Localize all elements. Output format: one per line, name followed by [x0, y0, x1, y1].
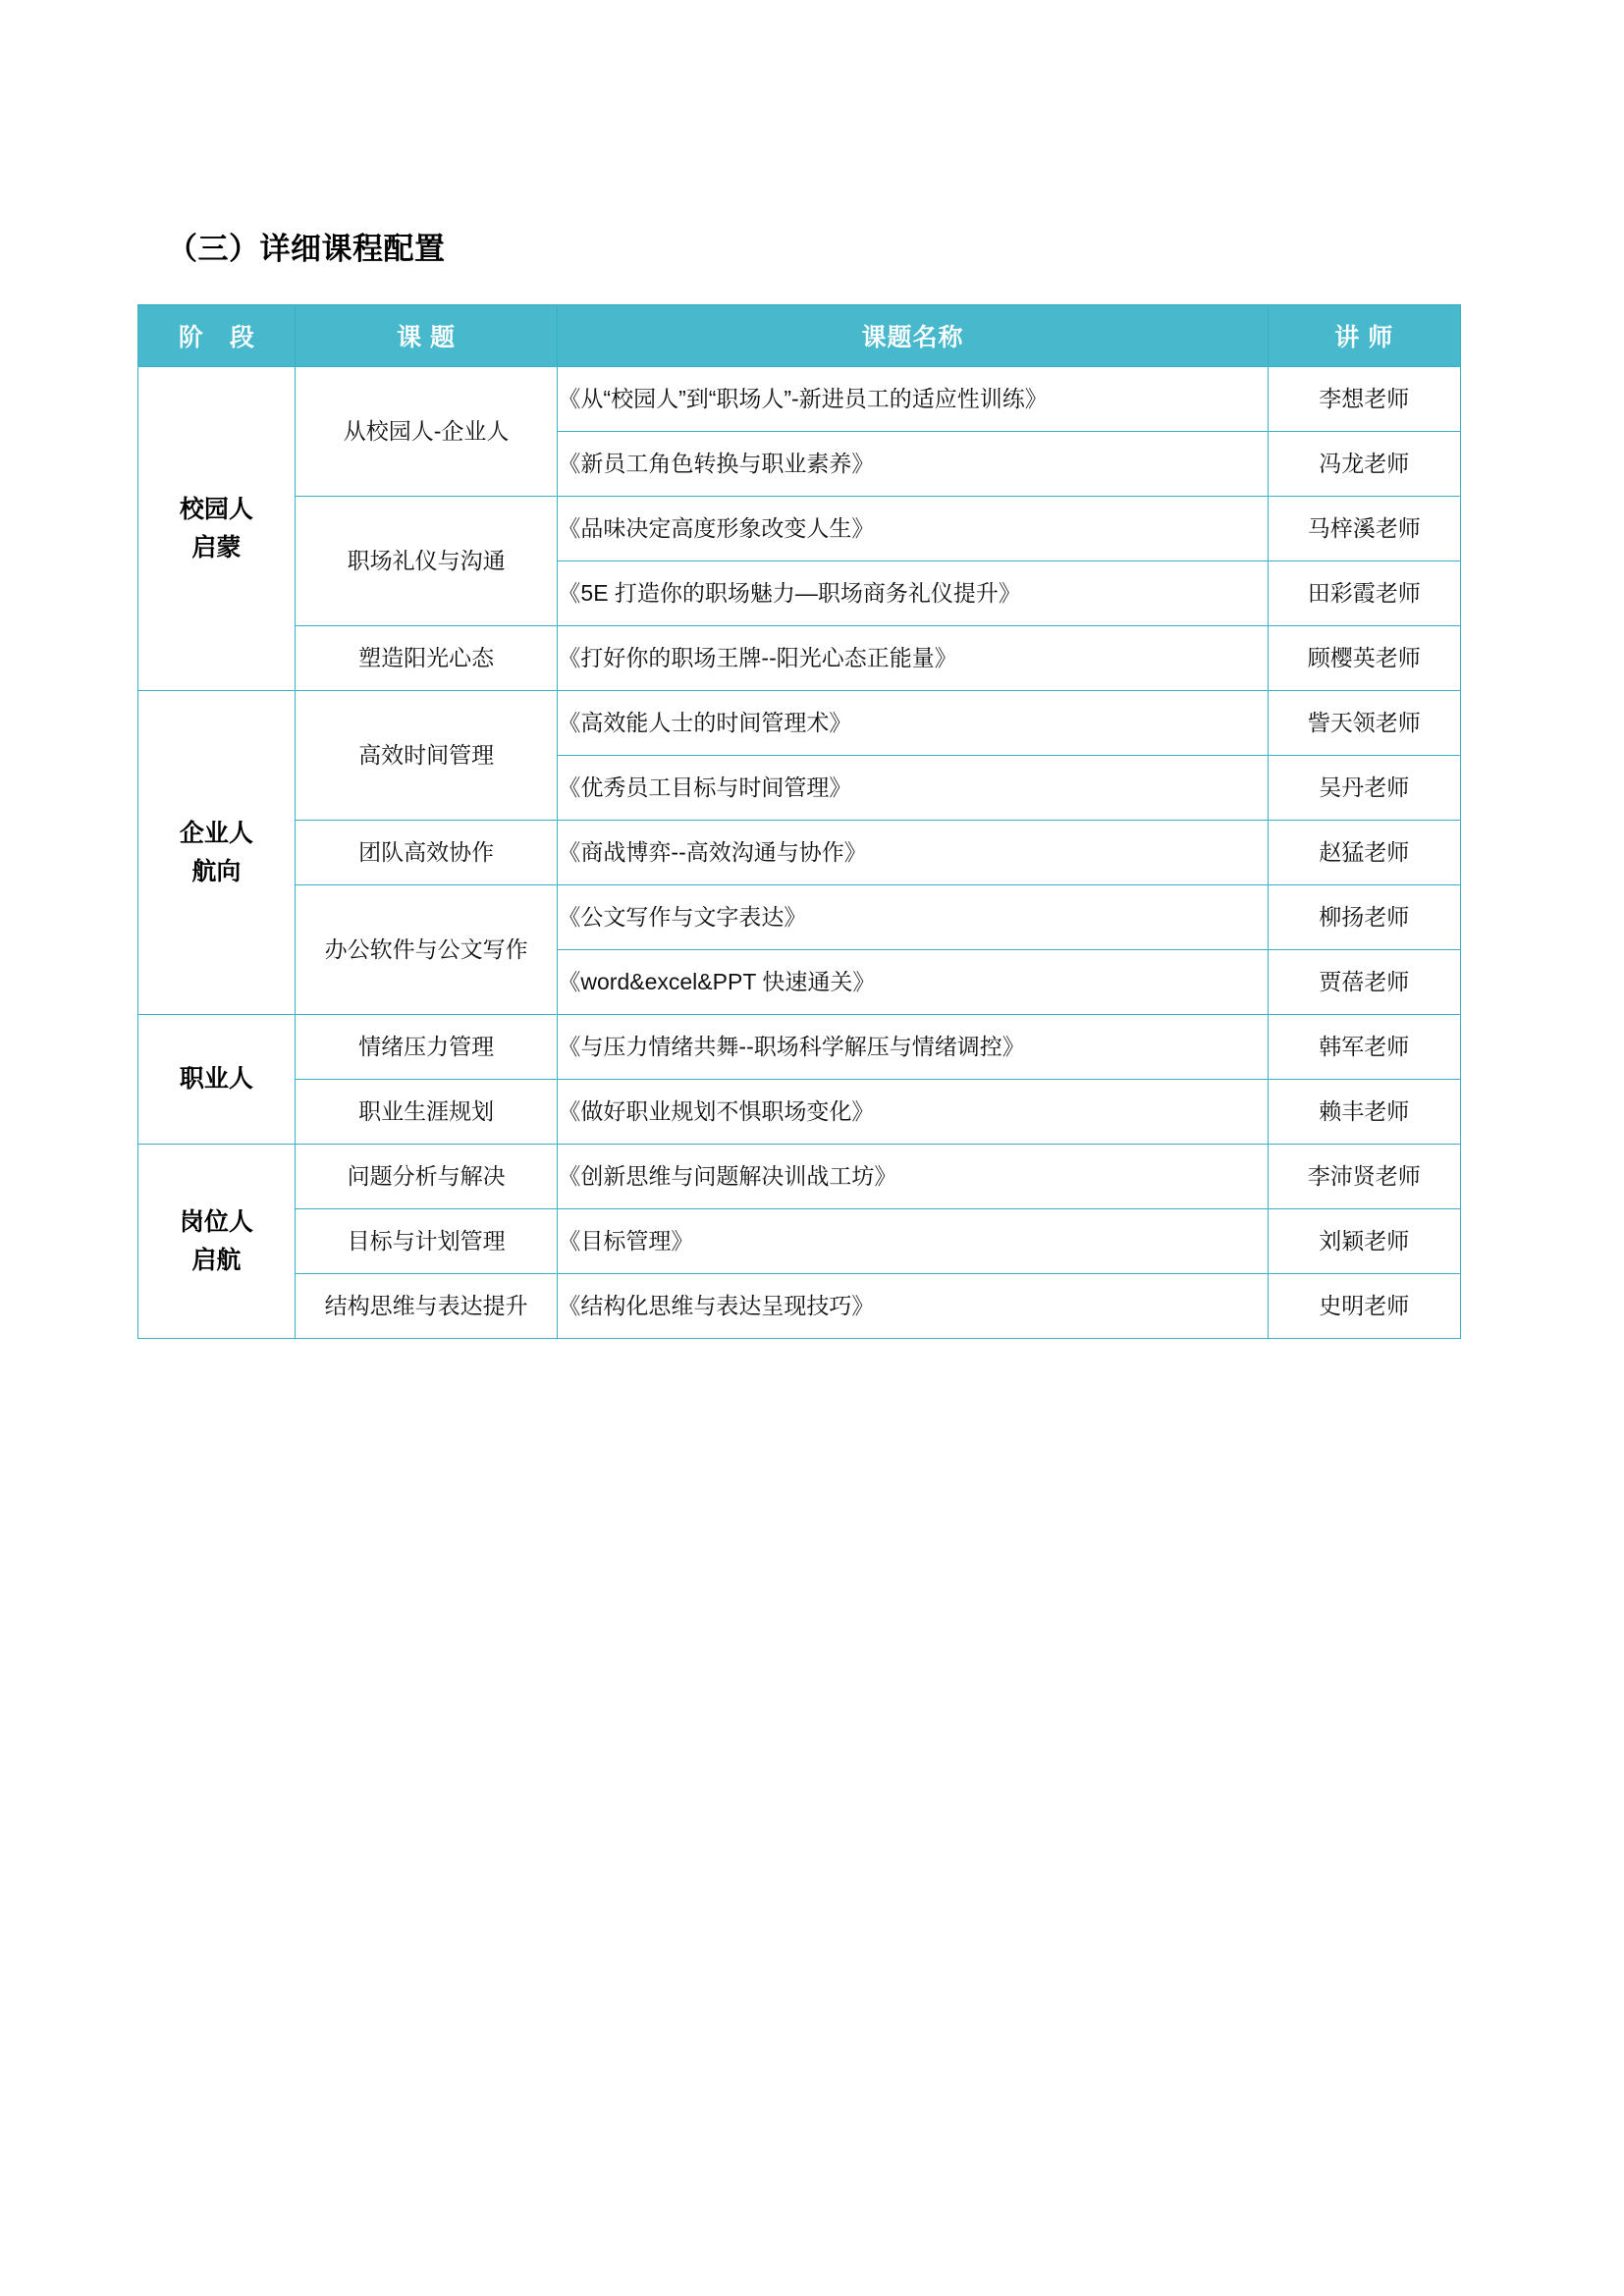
table-row [138, 691, 1461, 756]
course-name-cell: 《公文写作与文字表达》 [558, 885, 1268, 950]
course-name-cell: 《品味决定高度形象改变人生》 [558, 497, 1268, 561]
table-row [138, 1274, 1461, 1339]
column-header-topic: 课 题 [295, 305, 558, 367]
stage-cell: 岗位人 启航 [138, 1145, 296, 1339]
course-name-cell: 《优秀员工目标与时间管理》 [558, 756, 1268, 821]
course-name-cell: 《从“校园人”到“职场人”-新进员工的适应性训练》 [558, 367, 1268, 432]
course-name-cell: 《结构化思维与表达呈现技巧》 [558, 1274, 1268, 1339]
page-title: （三）详细课程配置 [167, 232, 446, 266]
topic-cell: 高效时间管理 [295, 691, 558, 821]
table-row [138, 821, 1461, 885]
topic-cell: 职业生涯规划 [295, 1080, 558, 1145]
topic-cell: 职场礼仪与沟通 [295, 497, 558, 626]
stage-cell: 校园人 启蒙 [138, 367, 296, 691]
course-name-cell: 《打好你的职场王牌--阳光心态正能量》 [558, 626, 1268, 691]
teacher-cell: 赵猛老师 [1268, 821, 1460, 885]
topic-cell: 办公软件与公文写作 [295, 885, 558, 1015]
teacher-cell: 田彩霞老师 [1268, 561, 1460, 626]
teacher-cell: 冯龙老师 [1268, 432, 1460, 497]
topic-cell: 情绪压力管理 [295, 1015, 558, 1080]
teacher-cell: 史明老师 [1268, 1274, 1460, 1339]
course-name-cell: 《高效能人士的时间管理术》 [558, 691, 1268, 756]
course-name-cell: 《创新思维与问题解决训战工坊》 [558, 1145, 1268, 1209]
topic-cell: 团队高效协作 [295, 821, 558, 885]
teacher-cell: 韩军老师 [1268, 1015, 1460, 1080]
teacher-cell: 赖丰老师 [1268, 1080, 1460, 1145]
teacher-cell: 訾天领老师 [1268, 691, 1460, 756]
course-table-container [137, 304, 1461, 1339]
table-row [138, 1080, 1461, 1145]
course-name-cell: 《目标管理》 [558, 1209, 1268, 1274]
topic-cell: 从校园人-企业人 [295, 367, 558, 497]
table-row [138, 626, 1461, 691]
teacher-cell: 刘颖老师 [1268, 1209, 1460, 1274]
column-header-teacher: 讲 师 [1268, 305, 1460, 367]
table-row [138, 497, 1461, 561]
teacher-cell: 李想老师 [1268, 367, 1460, 432]
teacher-cell: 吴丹老师 [1268, 756, 1460, 821]
table-row [138, 885, 1461, 950]
table-header [138, 305, 1461, 367]
table-row [138, 1209, 1461, 1274]
table-body [138, 367, 1461, 1339]
teacher-cell: 柳扬老师 [1268, 885, 1460, 950]
table-row [138, 367, 1461, 432]
course-name-cell: 《做好职业规划不惧职场变化》 [558, 1080, 1268, 1145]
teacher-cell: 贾蓓老师 [1268, 950, 1460, 1015]
course-configuration-table [137, 304, 1461, 1339]
teacher-cell: 李沛贤老师 [1268, 1145, 1460, 1209]
course-name-cell: 《与压力情绪共舞--职场科学解压与情绪调控》 [558, 1015, 1268, 1080]
teacher-cell: 马梓溪老师 [1268, 497, 1460, 561]
topic-cell: 目标与计划管理 [295, 1209, 558, 1274]
course-name-cell: 《5E 打造你的职场魅力—职场商务礼仪提升》 [558, 561, 1268, 626]
course-name-cell: 《新员工角色转换与职业素养》 [558, 432, 1268, 497]
column-header-course-name: 课题名称 [558, 305, 1268, 367]
course-name-cell: 《商战博弈--高效沟通与协作》 [558, 821, 1268, 885]
column-header-stage: 阶 段 [138, 305, 296, 367]
table-row [138, 1015, 1461, 1080]
stage-cell: 职业人 [138, 1015, 296, 1145]
topic-cell: 结构思维与表达提升 [295, 1274, 558, 1339]
table-header-row [138, 305, 1461, 367]
topic-cell: 塑造阳光心态 [295, 626, 558, 691]
stage-cell: 企业人 航向 [138, 691, 296, 1015]
course-name-cell: 《word&excel&PPT 快速通关》 [558, 950, 1268, 1015]
topic-cell: 问题分析与解决 [295, 1145, 558, 1209]
table-row [138, 1145, 1461, 1209]
teacher-cell: 顾樱英老师 [1268, 626, 1460, 691]
